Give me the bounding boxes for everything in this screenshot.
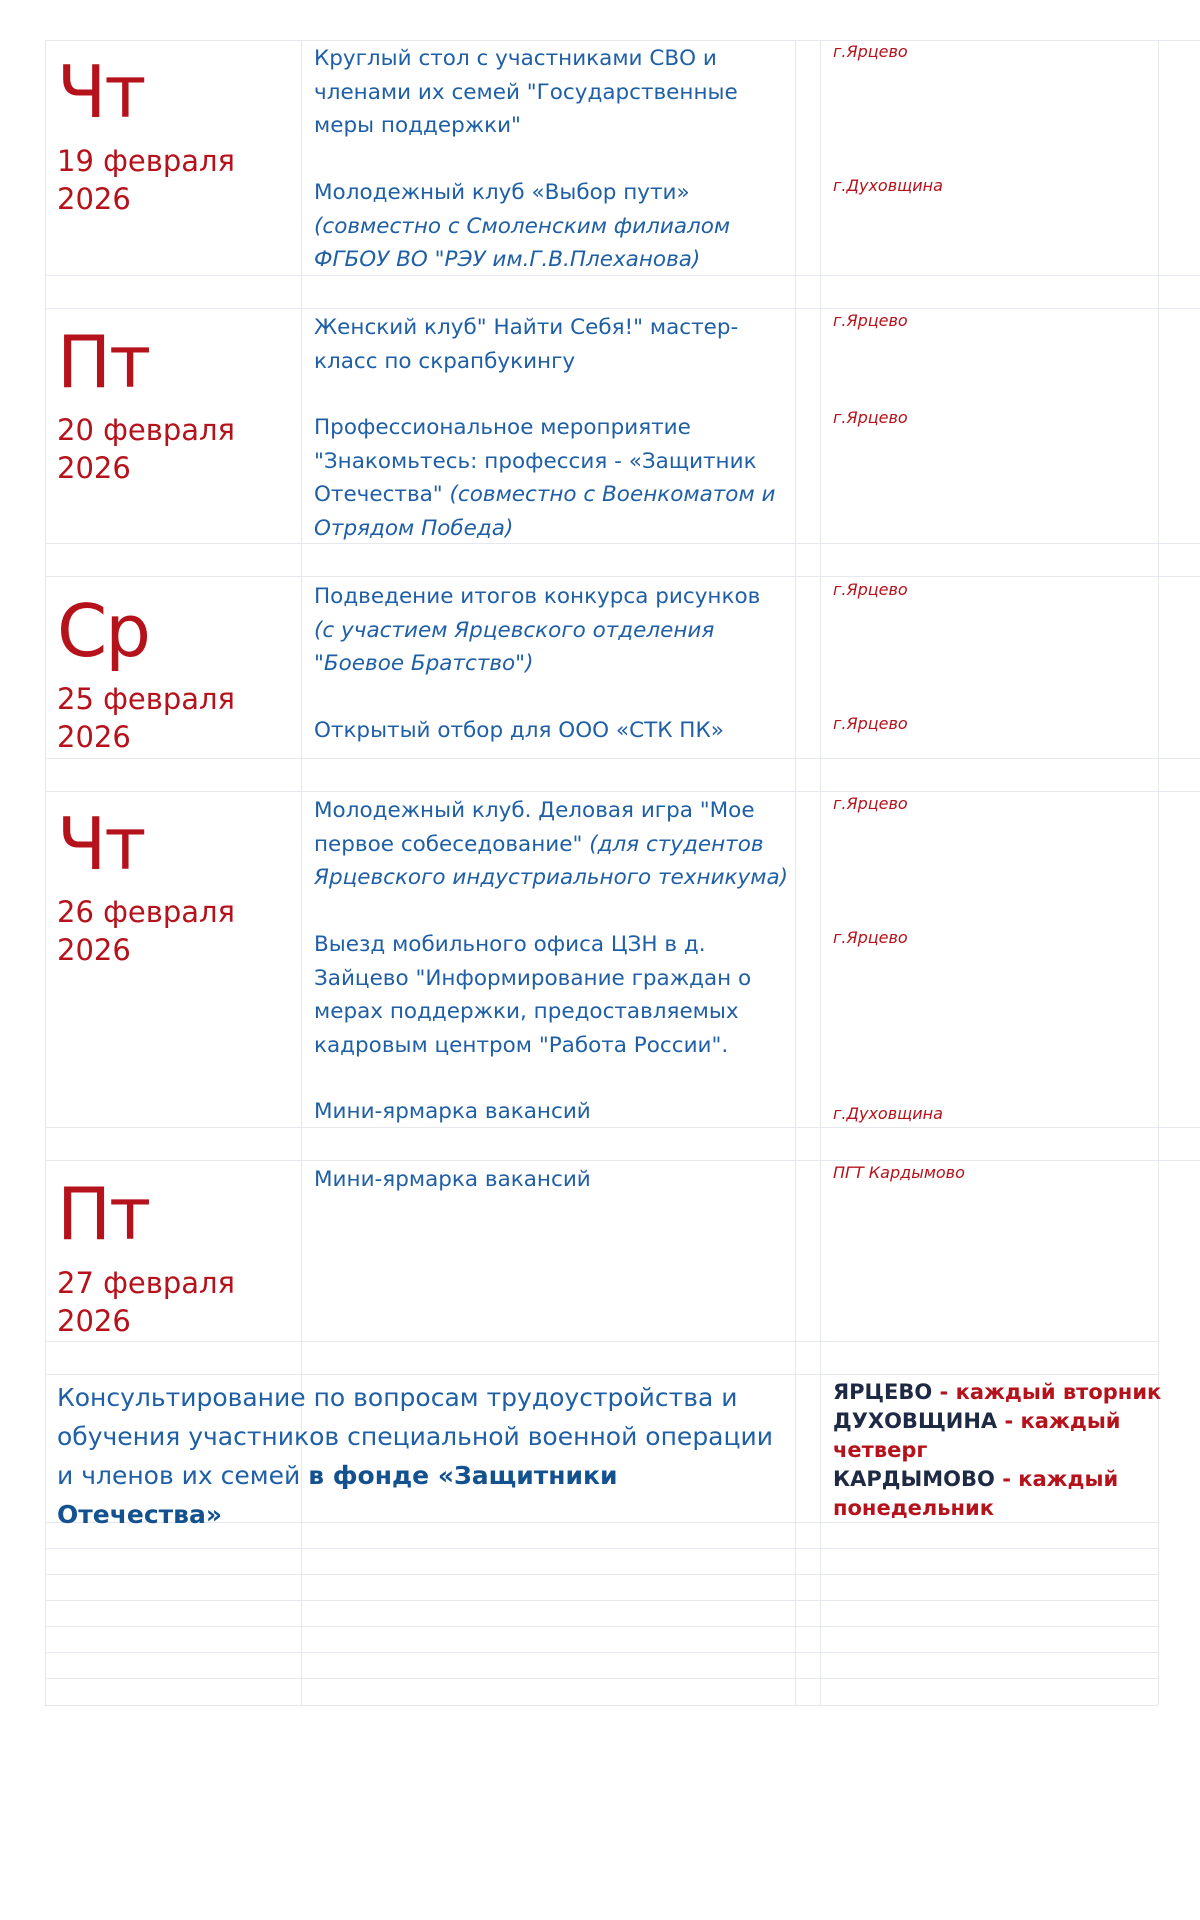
grid-line (45, 791, 1200, 792)
day-of-week: Пт (57, 1172, 150, 1256)
day-of-week: Пт (57, 320, 150, 404)
event-date: 27 февраля 2026 (57, 1266, 236, 1338)
grid-line (45, 1548, 1158, 1549)
grid-line (45, 1600, 1158, 1601)
event-title: Открытый отбор для ООО «СТК ПК» (314, 718, 724, 743)
schedule-city: ЯРЦЕВО (833, 1380, 933, 1404)
event-title: Молодежный клуб «Выбор пути» (совместно с Смоленским филиалом ФГБОУ ВО "РЭУ им.Г.В.Плеханова) (314, 180, 731, 272)
consultation-fund: в фонде «Защитники Отечества» (57, 1461, 618, 1529)
event-title: Мини-ярмарка вакансий (314, 1099, 591, 1124)
grid-line (45, 1678, 1158, 1679)
schedule-day: каждый понедельник (833, 1467, 1119, 1520)
event-city: г.Ярцево (833, 311, 908, 330)
event-note: (с участием Ярцевского отделения "Боевое Братство") (314, 617, 715, 676)
event-city: г.Ярцево (833, 580, 908, 599)
day-of-week: Ср (57, 589, 149, 673)
event-date: 25 февраля 2026 (57, 682, 236, 754)
schedule-row: ЯРЦЕВО - каждый вторник (833, 1380, 1162, 1404)
schedule-day: каждый четверг (833, 1409, 1121, 1462)
grid-line (45, 1374, 1158, 1375)
consultation-text: Консультирование по вопросам трудоустройства и обучения участников специальной военной операции и членов их семей в фонде «Защитники Отечества» (57, 1383, 774, 1529)
event-title: Женский клуб" Найти Себя!" мастер-класс по скрапбукингу (314, 315, 739, 374)
event-title: Молодежный клуб. Деловая игра "Мое первое собеседование" (для студентов Ярцевского индустриального техникума) (314, 798, 789, 890)
grid-line (45, 308, 1200, 309)
event-city: г.Ярцево (833, 408, 908, 427)
event-city: г.Ярцево (833, 794, 908, 813)
grid-line (45, 1341, 1158, 1342)
schedule-city: ДУХОВЩИНА (833, 1409, 998, 1433)
grid-line (795, 40, 796, 1705)
event-date: 20 февраля 2026 (57, 413, 236, 485)
event-city: г.Духовщина (833, 176, 943, 195)
schedule-city: КАРДЫМОВО (833, 1467, 995, 1491)
event-city: ПГТ Кардымово (833, 1163, 965, 1182)
grid-line (45, 576, 1200, 577)
event-title: Выезд мобильного офиса ЦЗН в д. Зайцево "Информирование граждан о мерах поддержки, предоставляемых кадровым центром "Работа России". (314, 932, 752, 1058)
grid-line (45, 1574, 1158, 1575)
grid-line (45, 40, 46, 1705)
event-title: Круглый стол с участниками СВО и членами их семей "Государственные меры поддержки" (314, 46, 738, 138)
event-note: (совместно с Смоленским филиалом ФГБОУ ВО "РЭУ им.Г.В.Плеханова) (314, 213, 731, 272)
event-title: Подведение итогов конкурса рисунков (с участием Ярцевского отделения "Боевое Братство") (314, 584, 761, 676)
grid-line (45, 1626, 1158, 1627)
event-city: г.Духовщина (833, 1104, 943, 1123)
event-date: 19 февраля 2026 (57, 144, 236, 216)
schedule-row: ДУХОВЩИНА - каждый четверг (833, 1409, 1121, 1462)
grid-line (45, 40, 1200, 41)
event-title: Профессиональное мероприятие "Знакомьтесь: профессия - «Защитник Отечества" (совместно с Военкоматом и Отрядом Победа) (314, 415, 776, 541)
grid-line (45, 758, 1200, 759)
event-note: (совместно с Военкоматом и Отрядом Победа) (314, 482, 776, 541)
event-title: Мини-ярмарка вакансий (314, 1167, 591, 1192)
day-of-week: Чт (57, 802, 145, 886)
grid-line (45, 1160, 1200, 1161)
event-city: г.Ярцево (833, 714, 908, 733)
event-note: (для студентов Ярцевского индустриального техникума) (314, 831, 789, 890)
schedule-day: каждый вторник (955, 1380, 1162, 1404)
grid-line (820, 40, 821, 1705)
event-date: 26 февраля 2026 (57, 895, 236, 967)
schedule-row: КАРДЫМОВО - каждый понедельник (833, 1467, 1119, 1520)
event-city: г.Ярцево (833, 42, 908, 61)
grid-line (45, 1652, 1158, 1653)
consultation-schedule (833, 1378, 1163, 1523)
day-of-week: Чт (57, 50, 145, 134)
event-city: г.Ярцево (833, 928, 908, 947)
grid-line (45, 1705, 1158, 1706)
